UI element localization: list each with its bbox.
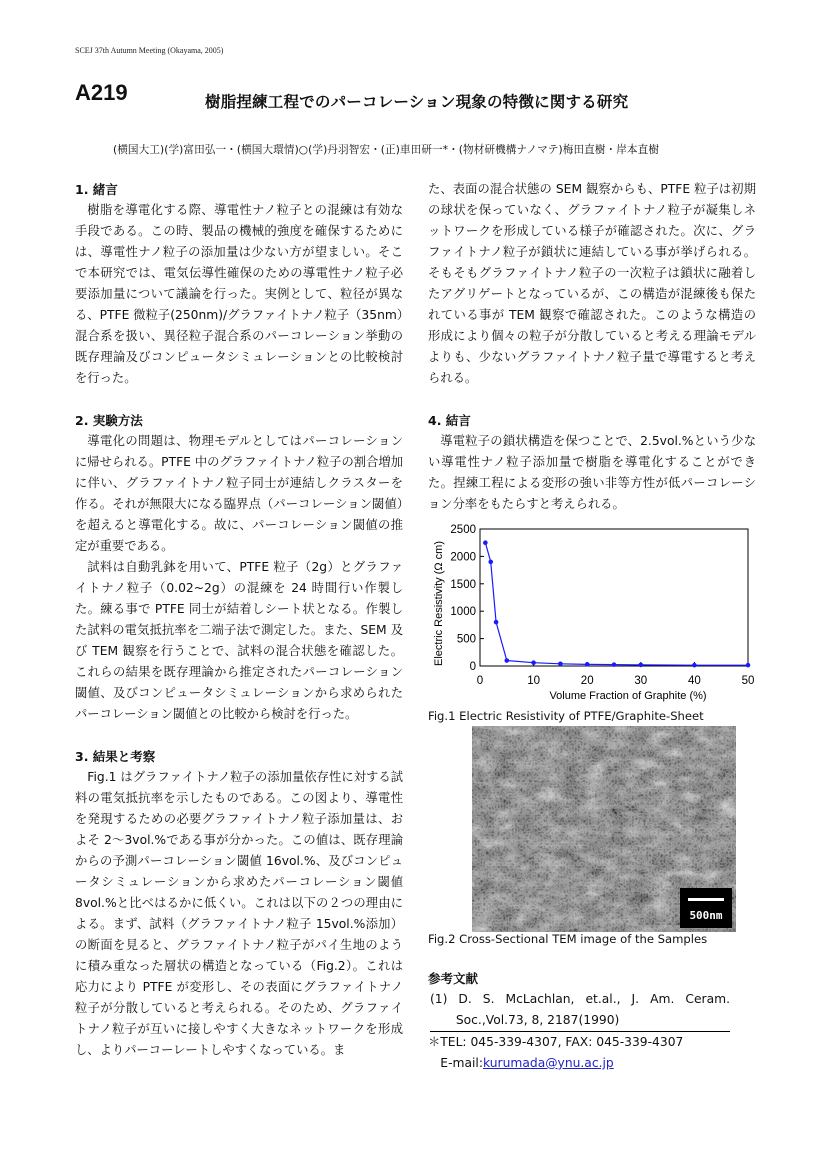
x-tick-label: 50 [741, 675, 755, 687]
y-axis-label: Electric Resistivity (Ω cm) [433, 541, 445, 666]
data-point [505, 658, 510, 663]
section-heading-method: 2. 実験方法 [75, 413, 143, 428]
x-axis-label: Volume Fraction of Graphite (%) [549, 690, 707, 702]
section-heading-results: 3. 結果と考察 [75, 749, 156, 764]
method-paragraph-2: 試料は自動乳鉢を用いて、PTFE 粒子（2g）とグラファイトナノ粒子（0.02~2g）の混練を 24 時間行い作製した。練る事で PTFE 同士が結着しシート状となる。作製した試料の電気抵抗率を二端子法で測定した。また、SEM 及び TEM 観察を行うことで、試料の混合状態を確認した。これらの結果を既存理論から推定されたパーコレーション閾値、及びコンピュータシミュレーションから求められたパーコレーション閾値との比較から検討を行った。 [75, 560, 403, 721]
y-tick-label: 1500 [450, 578, 476, 591]
fig1-caption: Fig.1 Electric Resistivity of PTFE/Graphite-Sheet [428, 709, 704, 723]
paper-title: 樹脂捏練工程でのパーコレーション現象の特徴に関する研究 [205, 93, 629, 111]
method-paragraph-1: 導電化の問題は、物理モデルとしてはパーコレーションに帰せられる。PTFE 中のグラファイトナノ粒子の割合増加に伴い、グラファイトナノ粒子同士が連結しクラスターを作る。それが無限大になる臨界点（パーコレーション閾値）を超えると導電化する。故に、パーコレーション閾値の推定が重要である。 [75, 434, 403, 553]
y-tick-label: 2000 [450, 551, 476, 564]
section-heading-intro: 1. 緒言 [75, 182, 118, 197]
author-list: (横国大工)(学)富田弘一・(横国大環情)○(学)丹羽智宏・(正)車田研一*・(物材研機構ナノマテ)梅田直樹・岸本直樹 [113, 144, 660, 156]
email-link[interactable]: kurumada@ynu.ac.jp [483, 1056, 614, 1070]
reference-text: (1) D. S. McLachlan, et.al., J. Am. Ceram. Soc.,Vol.73, 8, 2187(1990) [430, 992, 730, 1027]
x-tick-label: 0 [476, 675, 484, 687]
data-point [585, 662, 590, 667]
meeting-note: SCEJ 37th Autumn Meeting (Okayama, 2005) [75, 46, 224, 55]
y-tick-label: 500 [456, 633, 476, 646]
contact-tel: ＊TEL: 045-339-4307, FAX: 045-339-4307 [428, 1035, 684, 1049]
y-tick-label: 2500 [450, 524, 476, 536]
email-label: E-mail: [440, 1056, 483, 1070]
data-point [531, 660, 536, 665]
plot-frame [480, 529, 748, 666]
right-column [428, 179, 756, 515]
data-point [494, 620, 499, 625]
scale-bar-label: 500nm [689, 909, 723, 922]
x-tick-label: 30 [634, 675, 648, 687]
conclusion-paragraph: 導電粒子の鎖状構造を保つことで、2.5vol.%という少ない導電性ナノ粒子添加量で樹脂を導電化することができた。捏練工程による変形の強い非等方性が低パーコレーション分率をもたらすと考えられる。 [428, 434, 756, 511]
scale-bar [688, 898, 724, 901]
paper-id: A219 [75, 80, 128, 105]
data-point [746, 663, 751, 668]
data-point [639, 663, 644, 668]
section-heading-conclusion: 4. 結言 [428, 413, 471, 428]
fig2-caption: Fig.2 Cross-Sectional TEM image of the Samples [428, 932, 708, 946]
resistivity-chart [428, 515, 758, 713]
y-tick-label: 0 [469, 661, 476, 673]
data-point [692, 663, 697, 668]
results-continued-paragraph: た、表面の混合状態の SEM 観察からも、PTFE 粒子は初期の球状を保っていなく、グラファイトナノ粒子が凝集しネットワークを形成している様子が確認された。次に、グラファイトナノ粒子が鎖状に連結している事が挙げられる。そもそもグラファイトナノ粒子の一次粒子は鎖状に融着したアグリゲートとなっているが、この構造が混練後も保たれている事が TEM 観察で確認された。このような構造の形成により個々の粒子が分散していると考える理論モデルよりも、少ないグラファイトナノ粒子量で導電すると考えられる。 [428, 182, 756, 385]
series-line [485, 543, 748, 665]
left-column [75, 179, 403, 1061]
x-tick-label: 10 [527, 675, 540, 687]
intro-paragraph: 樹脂を導電化する際、導電性ナノ粒子との混練は有効な手段である。この時、製品の機械的強度を確保するためには、導電性ナノ粒子の添加量は少ない方が望ましい。そこで本研究では、電気伝導性確保のための導電性ナノ粒子必要添加量について議論を行った。実例として、粒径が異なる、PTFE 微粒子(250nm)/グラファイトナノ粒子（35nm）混合系を扱い、異径粒子混合系のパーコレーション挙動の既存理論及びコンピュータシミュレーションとの比較検討を行った。 [75, 203, 403, 385]
x-tick-label: 40 [688, 675, 701, 687]
reference-item [430, 989, 730, 1032]
chart-svg [428, 515, 758, 713]
tem-image [472, 726, 736, 932]
results-paragraph: Fig.1 はグラファイトナノ粒子の添加量依存性に対する試料の電気抵抗率を示したものである。この図より、導電性を発現するための必要グラファイトナノ粒子添加量は、およそ 2～3vol.%である事が分かった。この値は、既存理論からの予測パーコレーション閾値 16vol.%、及びコンピュータシミュレーションから求めたパーコレーション閾値 8vol.%と比べはるかに低くい。これは以下の２つの理由による。まず、試料（グラファイトナノ粒子 15vol.%添加）の断面を見ると、グラファイトナノ粒子がパイ生地のように積み重なった層状の構造となっている（Fig.2）。これは応力により PTFE が変形し、その表面にグラファイトナノ粒子が分散していると考えられる。そのため、グラファイトナノ粒子が互いに接しやすく大きなネットワークを形成し、よりパーコーレートしやすくなっている。ま [75, 770, 403, 1057]
y-tick-label: 1000 [450, 606, 476, 619]
references-heading: 参考文献 [428, 971, 479, 986]
contact-email-line [428, 1053, 754, 1074]
data-point [488, 560, 493, 565]
x-tick-label: 20 [580, 675, 594, 687]
data-point [612, 662, 617, 667]
data-point [558, 662, 563, 667]
references [428, 968, 754, 1074]
data-point [483, 540, 488, 545]
scale-bar-box [680, 888, 732, 928]
